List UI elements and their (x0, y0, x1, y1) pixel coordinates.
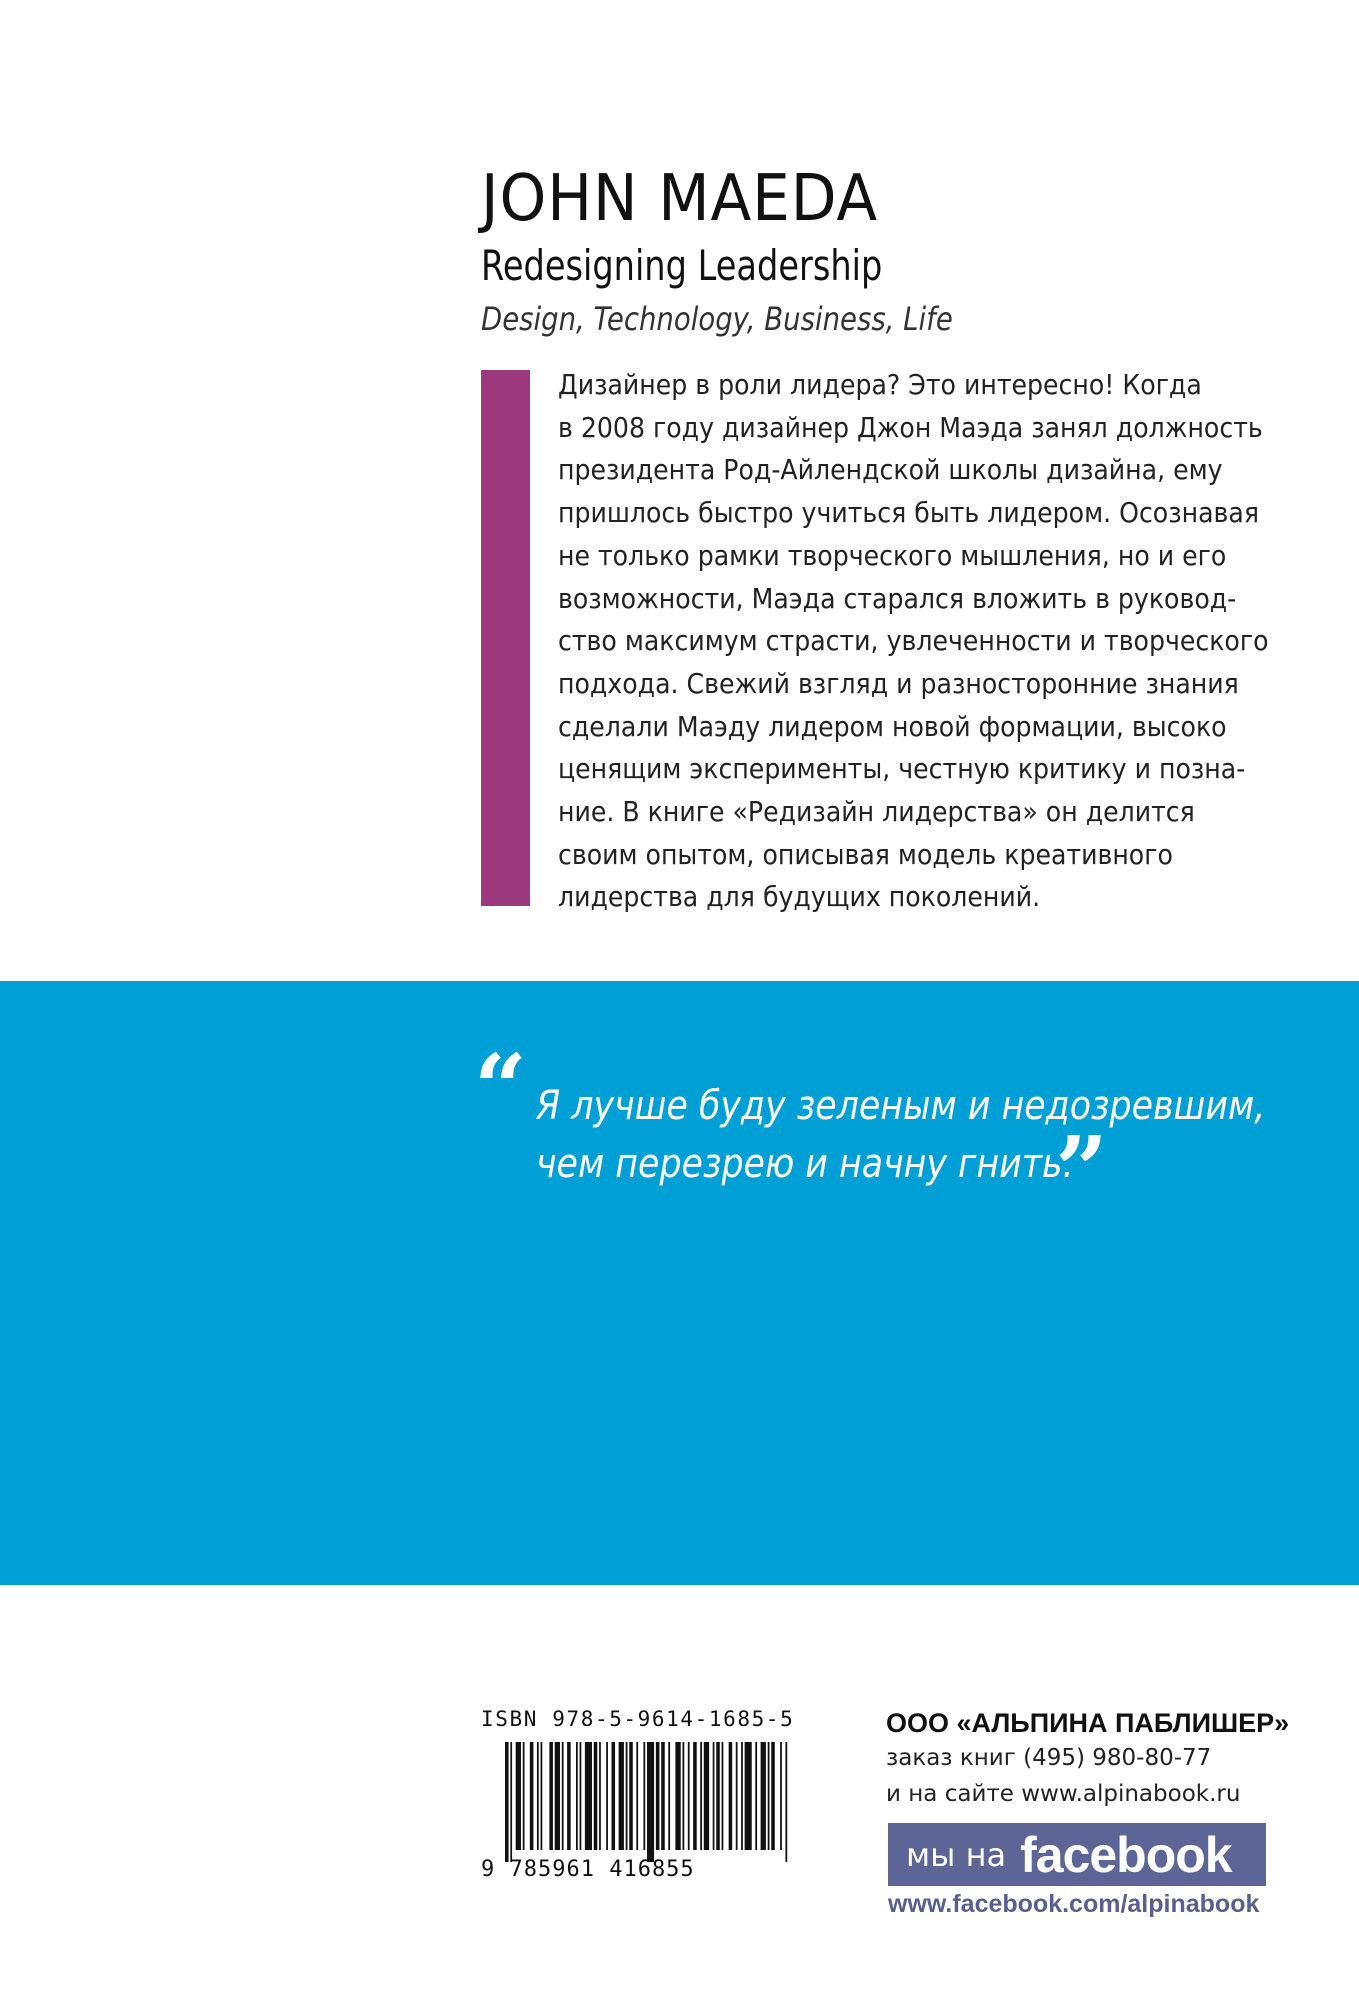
description-line: Дизайнер в роли лидера? Это интересно! Когда (558, 368, 1202, 401)
description-line: подхода. Свежий взгляд и разносторонние знания (558, 666, 1239, 700)
description-line: сделали Маэду лидером новой формации, высоко (558, 709, 1227, 743)
barcode-bar (761, 1742, 766, 1850)
accent-bar (481, 370, 530, 906)
barcode-bar (693, 1742, 697, 1850)
description-line: ство максимум страсти, увлеченности и творческого (558, 624, 1269, 658)
publisher-site[interactable]: и на сайте www.alpinabook.ru (886, 1781, 1241, 1807)
barcode-bar (736, 1742, 738, 1850)
barcode-digits: 9 785961 416855 (481, 1857, 695, 1882)
barcode-bar (619, 1742, 624, 1850)
facebook-prefix: мы на (906, 1835, 1007, 1874)
barcode-bar (567, 1742, 571, 1850)
barcode-bar (713, 1742, 715, 1850)
barcode-bar (549, 1742, 553, 1850)
barcode-bar (626, 1742, 628, 1850)
barcode-bar (636, 1742, 638, 1850)
book-description (558, 364, 1269, 919)
barcode-bar (722, 1742, 724, 1850)
book-title: Redesigning Leadership (481, 241, 883, 290)
barcode-bar (523, 1742, 525, 1850)
publisher-info (886, 1706, 1326, 1812)
description-line: не только рамки творческого мышления, но и его (558, 538, 1227, 572)
barcode-bar (700, 1742, 702, 1850)
facebook-badge[interactable] (888, 1823, 1266, 1886)
description-line: президента Род-Айлендской школы дизайна, ему (558, 453, 1223, 487)
barcode-bar (668, 1742, 670, 1850)
barcode-bar (647, 1742, 654, 1862)
barcode-bar (594, 1742, 598, 1850)
barcode-bar (741, 1742, 743, 1850)
quote-text (536, 1077, 1265, 1193)
barcode-bar (771, 1742, 775, 1850)
barcode (505, 1742, 789, 1862)
barcode-bar (562, 1742, 564, 1850)
barcode-bar (704, 1742, 709, 1850)
publisher-name: ООО «АЛЬПИНА ПАБЛИШЕР» (886, 1708, 1290, 1738)
barcode-bar (541, 1742, 543, 1850)
barcode-bar (768, 1742, 770, 1850)
barcode-bar (755, 1742, 757, 1850)
barcode-bar (683, 1742, 685, 1850)
barcode-bar (516, 1742, 521, 1850)
barcode-bar (599, 1742, 601, 1850)
description-line: ценящим эксперименты, честную критику и позна- (558, 752, 1246, 786)
barcode-bar (785, 1742, 787, 1862)
barcode-bar (643, 1742, 645, 1850)
close-quote-mark: ” (1055, 1116, 1108, 1224)
barcode-bar (745, 1742, 752, 1850)
barcode-bar (510, 1742, 512, 1862)
description-line: своим опытом, описывая модель креативного (558, 837, 1173, 871)
publisher-phone: заказ книг (495) 980-80-77 (886, 1745, 1212, 1771)
description-line: возможности, Маэда старался вложить в руковод- (558, 581, 1237, 615)
description-line: в 2008 году дизайнер Джон Маэда занял должность (558, 410, 1263, 444)
author-name: JOHN MAEDA (481, 162, 879, 236)
description-line: ние. В книге «Редизайн лидерства» он делится (558, 795, 1195, 829)
barcode-bar (612, 1742, 616, 1850)
barcode-bar (675, 1742, 680, 1850)
open-quote-mark: “ (474, 1034, 527, 1142)
barcode-bar (656, 1742, 660, 1850)
barcode-bar (585, 1742, 592, 1850)
barcode-bar (688, 1742, 690, 1850)
description-line: лидерства для будущих поколений. (558, 880, 1041, 914)
barcode-bar (661, 1742, 665, 1850)
barcode-bar (629, 1742, 633, 1850)
quote-band (0, 981, 1359, 1585)
barcode-bar (716, 1742, 720, 1850)
barcode-bar (606, 1742, 608, 1850)
isbn-label: ISBN 978-5-9614-1685-5 (481, 1707, 795, 1731)
barcode-bar (555, 1742, 560, 1850)
description-line: пришлось быстро учиться быть лидером. Осознавая (558, 496, 1260, 530)
barcode-bar (729, 1742, 733, 1850)
barcode-bar (576, 1742, 578, 1850)
barcode-bar (530, 1742, 534, 1850)
barcode-bar (537, 1742, 539, 1850)
book-subtitle: Design, Technology, Business, Life (481, 300, 953, 338)
quote-line-1: Я лучше буду зеленым и недозревшим, (536, 1083, 1266, 1129)
quote-line-2: чем перезрею и начну гнить. (536, 1141, 1074, 1187)
facebook-logo-text: facebook (1020, 1826, 1232, 1883)
barcode-bar (580, 1742, 582, 1850)
book-header (481, 160, 1281, 344)
facebook-url[interactable]: www.facebook.com/alpinabook (888, 1890, 1260, 1918)
barcode-bar (505, 1742, 509, 1862)
barcode-bar (780, 1742, 782, 1850)
